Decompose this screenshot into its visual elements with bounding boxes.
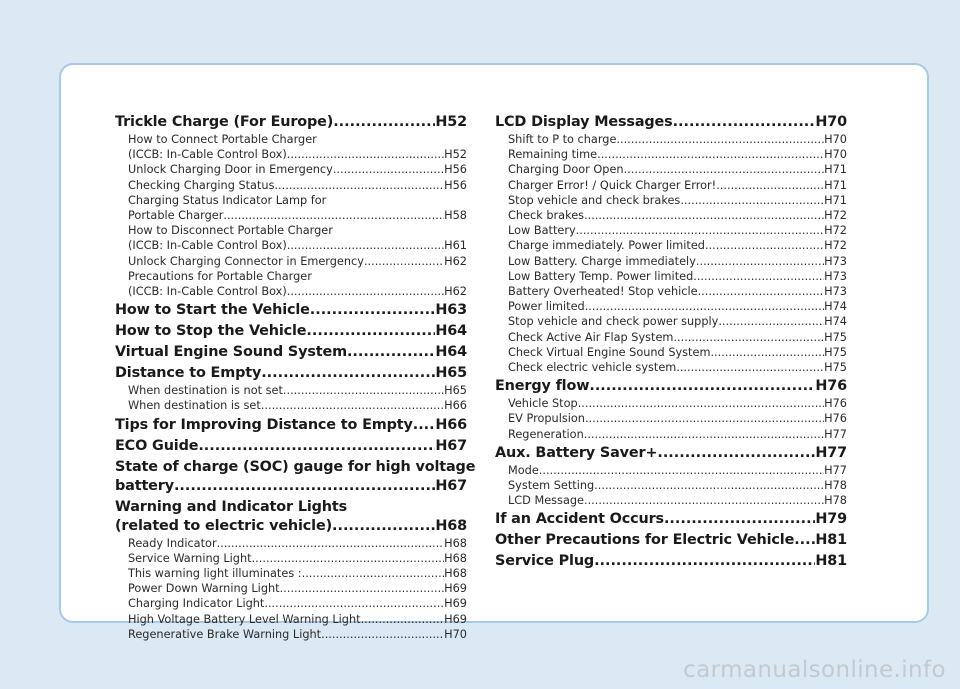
toc-dot-leader (310, 301, 436, 320)
toc-dot-leader (261, 398, 444, 413)
toc-section-entry[interactable] (495, 444, 847, 463)
toc-dot-leader (287, 284, 444, 299)
toc-dot-leader (321, 627, 444, 642)
toc-entry-title: Check Virtual Engine Sound System (508, 345, 711, 359)
toc-entry-title: Checking Charging Status (128, 178, 275, 192)
toc-subsection-entry[interactable] (115, 193, 467, 208)
toc-page-number: H68 (444, 551, 467, 565)
toc-entry-title: Charging Status Indicator Lamp for (128, 193, 327, 207)
toc-subsection-entry[interactable] (115, 178, 467, 193)
toc-entry-title: battery (115, 477, 174, 494)
toc-entry-title: Charge immediately. Power limited (508, 239, 705, 253)
toc-section-entry[interactable] (495, 377, 847, 396)
toc-entry-title: Warning and Indicator Lights (115, 498, 348, 515)
toc-page-number: H70 (824, 148, 847, 162)
toc-dot-leader (673, 113, 816, 132)
toc-entry-title: How to Start the Vehicle (115, 302, 310, 319)
toc-page-number: H73 (824, 269, 847, 283)
toc-dot-leader (584, 493, 824, 508)
toc-dot-leader (217, 536, 445, 551)
toc-dot-leader (223, 208, 444, 223)
toc-dot-leader (287, 238, 444, 253)
toc-entry-title: State of charge (SOC) gauge for high voltage (115, 458, 476, 475)
toc-subsection-entry[interactable] (495, 178, 847, 193)
toc-dot-leader (718, 314, 824, 329)
toc-page-number: H70 (824, 133, 847, 146)
toc-subsection-entry[interactable] (115, 398, 467, 413)
toc-section-entry[interactable] (115, 301, 467, 320)
toc-dot-leader (698, 284, 825, 299)
toc-page-number: H73 (824, 285, 847, 299)
toc-subsection-entry[interactable] (115, 551, 467, 566)
toc-entry-title: Precautions for Portable Charger (128, 269, 312, 283)
toc-entry-title: Battery Overheated! Stop vehicle (508, 285, 698, 299)
toc-entry-title: System Setting (508, 479, 595, 493)
toc-entry-title: Low Battery. Charge immediately (508, 254, 696, 268)
toc-entry-title: Distance to Empty (115, 365, 262, 382)
toc-page-number: H69 (444, 597, 467, 611)
toc-page-number: H67 (435, 437, 467, 454)
toc-dot-leader (361, 612, 445, 627)
toc-entry-title: Stop vehicle and check brakes (508, 193, 681, 207)
toc-entry-title: When destination is set (128, 399, 261, 413)
toc-page-number: H75 (824, 345, 847, 359)
toc-subsection-entry[interactable] (495, 147, 847, 162)
toc-subsection-entry[interactable] (115, 162, 467, 177)
toc-entry-title: How to Connect Portable Charger (128, 133, 317, 146)
toc-entry-title: Service Warning Light (128, 551, 252, 565)
toc-dot-leader (302, 566, 445, 581)
toc-dot-leader (710, 345, 824, 360)
toc-page-number: H62 (444, 254, 467, 268)
toc-dot-leader (198, 437, 435, 456)
toc-page-number: H69 (444, 612, 467, 626)
toc-subsection-entry[interactable] (115, 208, 467, 223)
toc-page-number: H65 (444, 384, 467, 398)
toc-entry-title: ECO Guide (115, 437, 199, 454)
toc-dot-leader (332, 517, 435, 536)
toc-page-number: H61 (444, 239, 467, 253)
toc-entry-title: Power limited (508, 300, 585, 314)
toc-left-column (115, 113, 476, 642)
toc-right-column (495, 113, 847, 571)
toc-section-entry[interactable] (495, 510, 847, 529)
toc-entry-title: Aux. Battery Saver+ (495, 444, 658, 461)
toc-entry-title: Trickle Charge (For Europe) (115, 114, 334, 130)
toc-entry-title: How to Disconnect Portable Charger (128, 224, 333, 238)
toc-subsection-entry[interactable] (495, 162, 847, 177)
toc-page-number: H78 (824, 479, 847, 493)
toc-page-number: H72 (824, 209, 847, 223)
toc-page-number: H70 (444, 627, 467, 641)
toc-page-number: H74 (824, 300, 847, 314)
toc-dot-leader (578, 396, 824, 411)
toc-dot-leader (333, 162, 444, 177)
toc-dot-leader (413, 416, 436, 435)
toc-page-number: H75 (824, 361, 847, 375)
toc-entry-title: Stop vehicle and check power supply (508, 315, 719, 329)
toc-page-number: H66 (435, 416, 467, 433)
toc-entry-title: (related to electric vehicle) (115, 517, 333, 534)
toc-entry-title: Tips for Improving Distance to Empty (115, 416, 413, 433)
toc-dot-leader (585, 411, 824, 426)
toc-dot-leader (657, 444, 815, 463)
toc-section-entry[interactable] (115, 343, 467, 362)
toc-dot-leader (597, 147, 824, 162)
toc-page-number: H81 (815, 532, 847, 549)
toc-dot-leader (696, 254, 824, 269)
toc-entry-title: Charger Error! / Quick Charger Error! (508, 178, 717, 192)
toc-page-number: H65 (435, 365, 467, 382)
toc-subsection-entry[interactable] (495, 411, 847, 426)
toc-subsection-entry[interactable] (495, 396, 847, 411)
toc-dot-leader (264, 596, 444, 611)
toc-subsection-entry[interactable] (495, 193, 847, 208)
toc-dot-leader (693, 269, 824, 284)
toc-entry-title: (ICCB: In-Cable Control Box) (128, 239, 287, 253)
toc-entry-title: This warning light illuminates : (128, 567, 302, 581)
toc-dot-leader (174, 477, 435, 496)
toc-entry-title: EV Propulsion (508, 412, 585, 426)
toc-entry-title: Ready Indicator (128, 536, 217, 550)
toc-dot-leader (280, 581, 445, 596)
toc-dot-leader (794, 531, 815, 550)
toc-page-number: H62 (444, 285, 467, 299)
toc-entry-title: Unlock Charging Connector in Emergency (128, 254, 364, 268)
toc-dot-leader (716, 178, 824, 193)
toc-subsection-entry[interactable] (115, 147, 467, 162)
toc-subsection-entry[interactable] (495, 238, 847, 253)
toc-subsection-entry[interactable] (115, 566, 467, 581)
toc-dot-leader (333, 113, 435, 132)
toc-page-number: H76 (824, 397, 847, 411)
toc-page-number: H63 (435, 302, 467, 319)
toc-page-number: H77 (815, 444, 847, 461)
toc-page-number: H70 (815, 114, 847, 130)
toc-page-number: H69 (444, 582, 467, 596)
toc-entry-title: Service Plug (495, 553, 595, 570)
toc-page-number: H64 (435, 344, 467, 361)
toc-subsection-entry[interactable] (115, 132, 467, 147)
toc-entry-title: Virtual Engine Sound System (115, 344, 347, 361)
toc-subsection-entry[interactable] (495, 427, 847, 442)
toc-entry-title: Remaining time (508, 148, 598, 162)
toc-dot-leader (589, 377, 815, 396)
toc-section-entry[interactable] (495, 113, 847, 132)
toc-dot-leader (283, 383, 444, 398)
toc-page-number: H75 (824, 330, 847, 344)
toc-dot-leader (616, 132, 824, 147)
toc-dot-leader (274, 178, 444, 193)
toc-entry-title: Other Precautions for Electric Vehicle (495, 532, 795, 549)
toc-dot-leader (594, 552, 815, 571)
toc-entry-title: High Voltage Battery Level Warning Light (128, 612, 361, 626)
toc-subsection-entry[interactable] (495, 463, 847, 478)
toc-subsection-entry[interactable] (115, 383, 467, 398)
toc-dot-leader (252, 551, 445, 566)
toc-section-entry[interactable] (115, 364, 467, 383)
toc-entry-title: (ICCB: In-Cable Control Box) (128, 148, 287, 162)
toc-dot-leader (680, 193, 824, 208)
toc-section-entry[interactable] (115, 517, 467, 536)
toc-dot-leader (584, 427, 824, 442)
toc-subsection-entry[interactable] (115, 536, 467, 551)
toc-page-number: H72 (824, 224, 847, 238)
toc-section-entry[interactable] (115, 416, 467, 435)
toc-dot-leader (261, 364, 435, 383)
toc-subsection-entry[interactable] (115, 223, 467, 238)
toc-section-entry[interactable] (495, 552, 847, 571)
toc-section-entry[interactable] (495, 531, 847, 550)
toc-dot-leader (624, 162, 825, 177)
toc-page-number: H66 (444, 399, 467, 413)
toc-page-number: H74 (824, 315, 847, 329)
toc-dot-leader (364, 254, 444, 269)
toc-entry-title: (ICCB: In-Cable Control Box) (128, 285, 287, 299)
toc-subsection-entry[interactable] (115, 269, 467, 284)
toc-dot-leader (287, 147, 444, 162)
toc-dot-leader (705, 238, 824, 253)
toc-entry-title: Charging Door Open (508, 163, 624, 177)
toc-entry-title: Regenerative Brake Warning Light (128, 627, 322, 641)
toc-section-entry[interactable] (115, 458, 476, 477)
toc-dot-leader (664, 510, 815, 529)
toc-page-number: H73 (824, 254, 847, 268)
toc-subsection-entry[interactable] (115, 581, 467, 596)
toc-subsection-entry[interactable] (115, 596, 467, 611)
toc-subsection-entry[interactable] (115, 254, 467, 269)
toc-page-number: H68 (435, 517, 467, 534)
toc-subsection-entry[interactable] (495, 330, 847, 345)
toc-entry-title: Check electric vehicle system (508, 361, 677, 375)
toc-entry-title: Vehicle Stop (508, 397, 578, 411)
toc-subsection-entry[interactable] (495, 254, 847, 269)
toc-entry-title: Low Battery (508, 224, 576, 238)
toc-subsection-entry[interactable] (495, 493, 847, 508)
toc-entry-title: LCD Display Messages (495, 114, 673, 130)
toc-page-number: H64 (435, 323, 467, 340)
toc-page-number: H68 (444, 536, 467, 550)
toc-entry-title: Power Down Warning Light (128, 582, 280, 596)
toc-page-number: H52 (444, 148, 467, 162)
toc-page-number: H76 (824, 412, 847, 426)
toc-page-number: H77 (824, 427, 847, 441)
watermark: carmanualsonline.info (683, 657, 946, 683)
toc-dot-leader (576, 223, 824, 238)
toc-subsection-entry[interactable] (495, 360, 847, 375)
toc-entry-title: If an Accident Occurs (495, 511, 664, 528)
toc-subsection-entry[interactable] (495, 284, 847, 299)
toc-entry-title: Check Active Air Flap System (508, 330, 674, 344)
toc-entry-title: Unlock Charging Door in Emergency (128, 163, 333, 177)
toc-entry-title: Low Battery Temp. Power limited (508, 269, 694, 283)
toc-entry-title: Energy flow (495, 378, 590, 395)
toc-entry-title: Regeneration (508, 427, 584, 441)
toc-dot-leader (306, 322, 435, 341)
toc-entry-title: Shift to P to charge (508, 133, 617, 146)
toc-dot-leader (676, 360, 824, 375)
toc-subsection-entry[interactable] (115, 284, 467, 299)
toc-subsection-entry[interactable] (495, 208, 847, 223)
toc-dot-leader (585, 299, 824, 314)
toc-subsection-entry[interactable] (495, 478, 847, 493)
toc-page-number: H71 (824, 193, 847, 207)
toc-subsection-entry[interactable] (495, 345, 847, 360)
toc-section-entry[interactable] (115, 322, 467, 341)
toc-entry-title: When destination is not set (128, 384, 283, 398)
toc-page-number: H56 (444, 163, 467, 177)
toc-panel (59, 63, 929, 641)
toc-section-entry[interactable] (115, 477, 467, 496)
toc-dot-leader (673, 330, 824, 345)
toc-entry-title: How to Stop the Vehicle (115, 323, 307, 340)
toc-entry-title: Charging Indicator Light (128, 597, 265, 611)
toc-dot-leader (539, 463, 824, 478)
toc-subsection-entry[interactable] (495, 132, 847, 147)
toc-subsection-entry[interactable] (495, 299, 847, 314)
toc-subsection-entry[interactable] (495, 314, 847, 329)
toc-dot-leader (347, 343, 435, 362)
toc-entry-title: Check brakes (508, 209, 585, 223)
toc-page-number: H67 (435, 477, 467, 494)
toc-page-number: H52 (435, 114, 467, 130)
toc-page-number: H79 (815, 511, 847, 528)
toc-section-entry[interactable] (115, 437, 467, 456)
toc-entry-title: LCD Message (508, 494, 584, 508)
toc-subsection-entry[interactable] (115, 238, 467, 253)
toc-page-number: H78 (824, 494, 847, 508)
toc-section-entry[interactable] (115, 498, 467, 517)
toc-page-number: H68 (444, 567, 467, 581)
toc-subsection-entry[interactable] (495, 223, 847, 238)
toc-section-entry[interactable] (115, 113, 467, 132)
toc-subsection-entry[interactable] (495, 269, 847, 284)
toc-dot-leader (584, 208, 824, 223)
toc-page-number: H71 (824, 163, 847, 177)
toc-subsection-entry[interactable] (115, 612, 467, 627)
toc-entry-title: Mode (508, 463, 539, 477)
toc-page-number: H58 (444, 209, 467, 223)
toc-page-number: H81 (815, 553, 847, 570)
toc-page-number: H72 (824, 239, 847, 253)
toc-page-number: H76 (815, 378, 847, 395)
toc-dot-leader (594, 478, 824, 493)
toc-page-number: H71 (824, 178, 847, 192)
toc-entry-title: Portable Charger (128, 209, 224, 223)
toc-page-number: H56 (444, 178, 467, 192)
toc-subsection-entry[interactable] (115, 627, 467, 642)
toc-page-number: H77 (824, 463, 847, 477)
